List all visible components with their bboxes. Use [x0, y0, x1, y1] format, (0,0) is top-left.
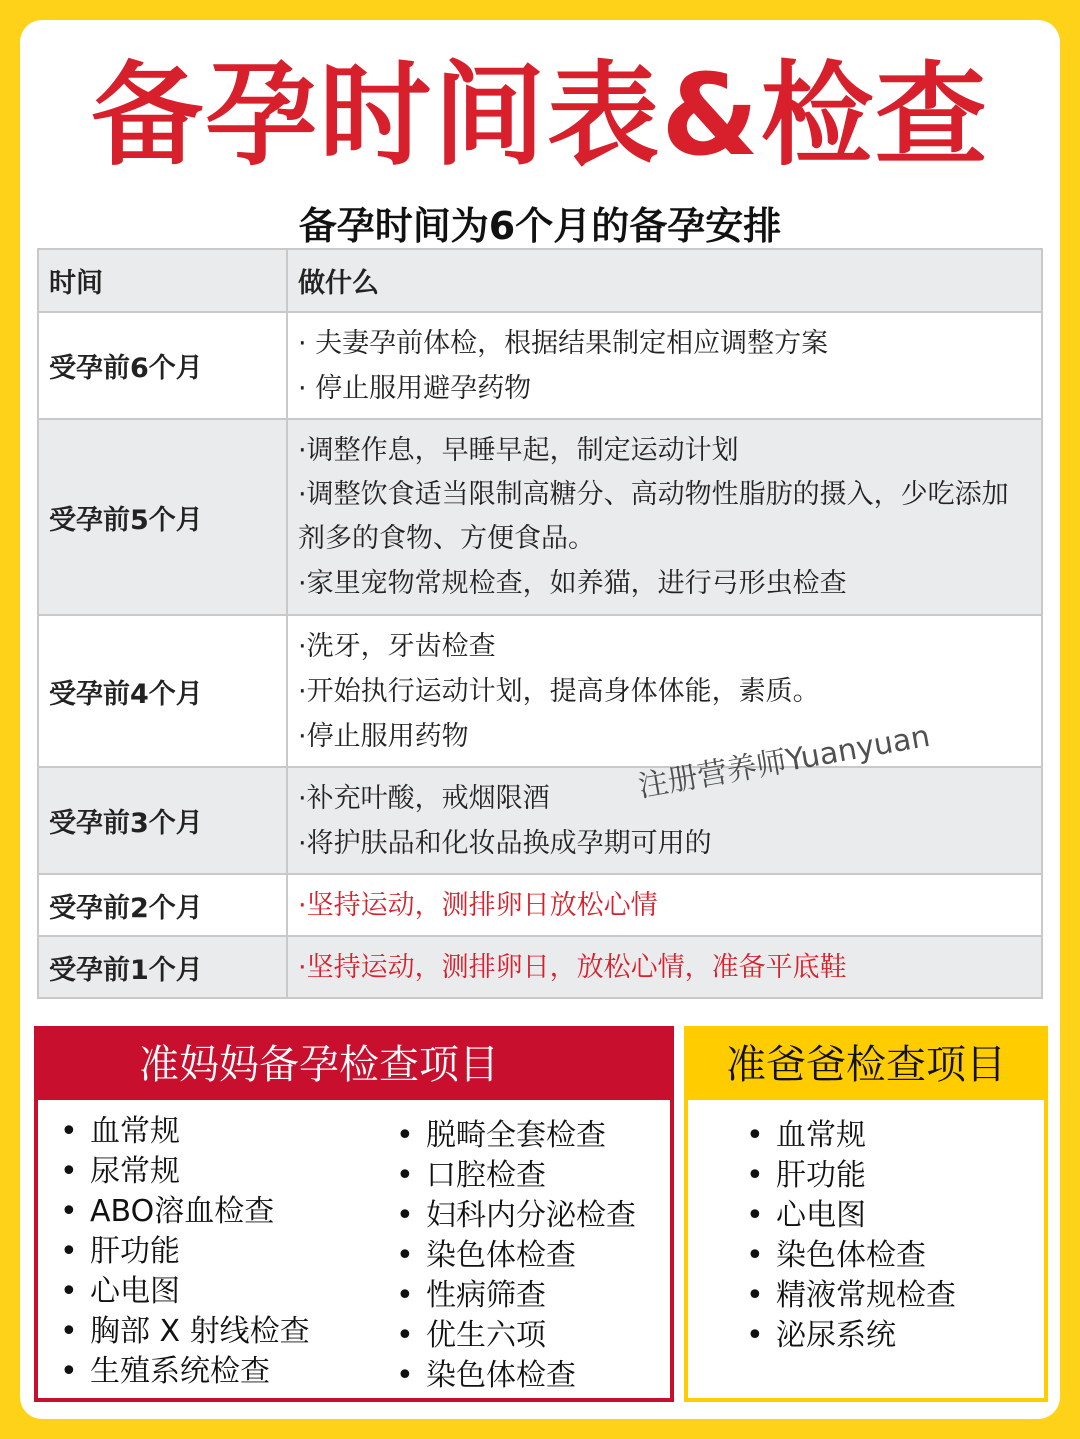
row-tasks [287, 419, 1042, 615]
dad-checklist-title: 准爸爸检查项目 [688, 1030, 1044, 1100]
list-item: • 尿常规 [60, 1152, 310, 1192]
poster-card [20, 20, 1060, 1419]
row-time: 受孕前4个月 [38, 615, 287, 767]
task-item: ·将护肤品和化妆品换成孕期可用的 [298, 827, 712, 859]
list-item: • 优生六项 [396, 1316, 636, 1356]
mom-checklist-box [34, 1026, 674, 1402]
row-time: 受孕前3个月 [38, 767, 287, 874]
row-time: 受孕前2个月 [38, 874, 287, 936]
list-item: • 染色体检查 [396, 1356, 636, 1396]
list-item: • 口腔检查 [396, 1156, 636, 1196]
mom-checklist-title: 准妈妈备孕检查项目 [38, 1030, 670, 1100]
row-tasks [287, 312, 1042, 419]
list-item: • 染色体检查 [746, 1236, 956, 1276]
dad-checklist-box [684, 1026, 1048, 1402]
schedule-table [37, 248, 1043, 999]
row-time: 受孕前6个月 [38, 312, 287, 419]
task-item: · 停止服用避孕药物 [298, 372, 532, 404]
row-time: 受孕前1个月 [38, 936, 287, 998]
table-row [38, 874, 1042, 936]
table-row [38, 936, 1042, 998]
mom-list-right [396, 1116, 636, 1396]
list-item: • 泌尿系统 [746, 1316, 956, 1356]
list-item: • 精液常规检查 [746, 1276, 956, 1316]
list-item: • 肝功能 [746, 1156, 956, 1196]
list-item: • 血常规 [746, 1116, 956, 1156]
dad-list [746, 1116, 956, 1356]
task-item: ·坚持运动，测排卵日，放松心情，准备平底鞋 [298, 951, 847, 983]
list-item: • ABO溶血检查 [60, 1192, 310, 1232]
row-tasks [287, 936, 1042, 998]
main-title: 备孕时间表&检查 [91, 51, 989, 181]
task-item: ·停止服用药物 [298, 720, 469, 752]
task-item: ·补充叶酸，戒烟限酒 [298, 782, 550, 814]
subtitle: 备孕时间为6个月的备孕安排 [298, 204, 782, 248]
task-item: ·开始执行运动计划，提高身体体能，素质。 [298, 675, 820, 707]
mom-list-left [60, 1112, 310, 1392]
list-item: • 血常规 [60, 1112, 310, 1152]
table-row [38, 419, 1042, 615]
list-item: • 心电图 [60, 1272, 310, 1312]
list-item: • 胸部 X 射线检查 [60, 1312, 310, 1352]
table-row [38, 312, 1042, 419]
list-item: • 生殖系统检查 [60, 1352, 310, 1392]
list-item: • 肝功能 [60, 1232, 310, 1272]
task-item: ·调整作息，早睡早起，制定运动计划 [298, 435, 739, 466]
watermark: 注册营养师Yuanyuan [635, 718, 933, 805]
task-item: ·洗牙，牙齿检查 [298, 630, 496, 662]
list-item: • 妇科内分泌检查 [396, 1196, 636, 1236]
row-tasks [287, 874, 1042, 936]
list-item: • 染色体检查 [396, 1236, 636, 1276]
task-item: ·坚持运动，测排卵日放松心情 [298, 889, 658, 921]
list-item: • 性病筛查 [396, 1276, 636, 1316]
task-item: · 夫妻孕前体检，根据结果制定相应调整方案 [298, 327, 829, 359]
list-item: • 脱畸全套检查 [396, 1116, 636, 1156]
header-time: 时间 [38, 249, 287, 312]
row-time: 受孕前5个月 [38, 419, 287, 615]
table-row [38, 767, 1042, 874]
task-item: ·调整饮食适当限制高糖分、高动物性脂肪的摄入，少吃添加剂多的食物、方便食品。 [298, 479, 1009, 554]
task-item: ·家里宠物常规检查，如养猫，进行弓形虫检查 [298, 568, 847, 599]
table-header-row [38, 249, 1042, 312]
list-item: • 心电图 [746, 1196, 956, 1236]
header-tasks: 做什么 [287, 249, 1042, 312]
